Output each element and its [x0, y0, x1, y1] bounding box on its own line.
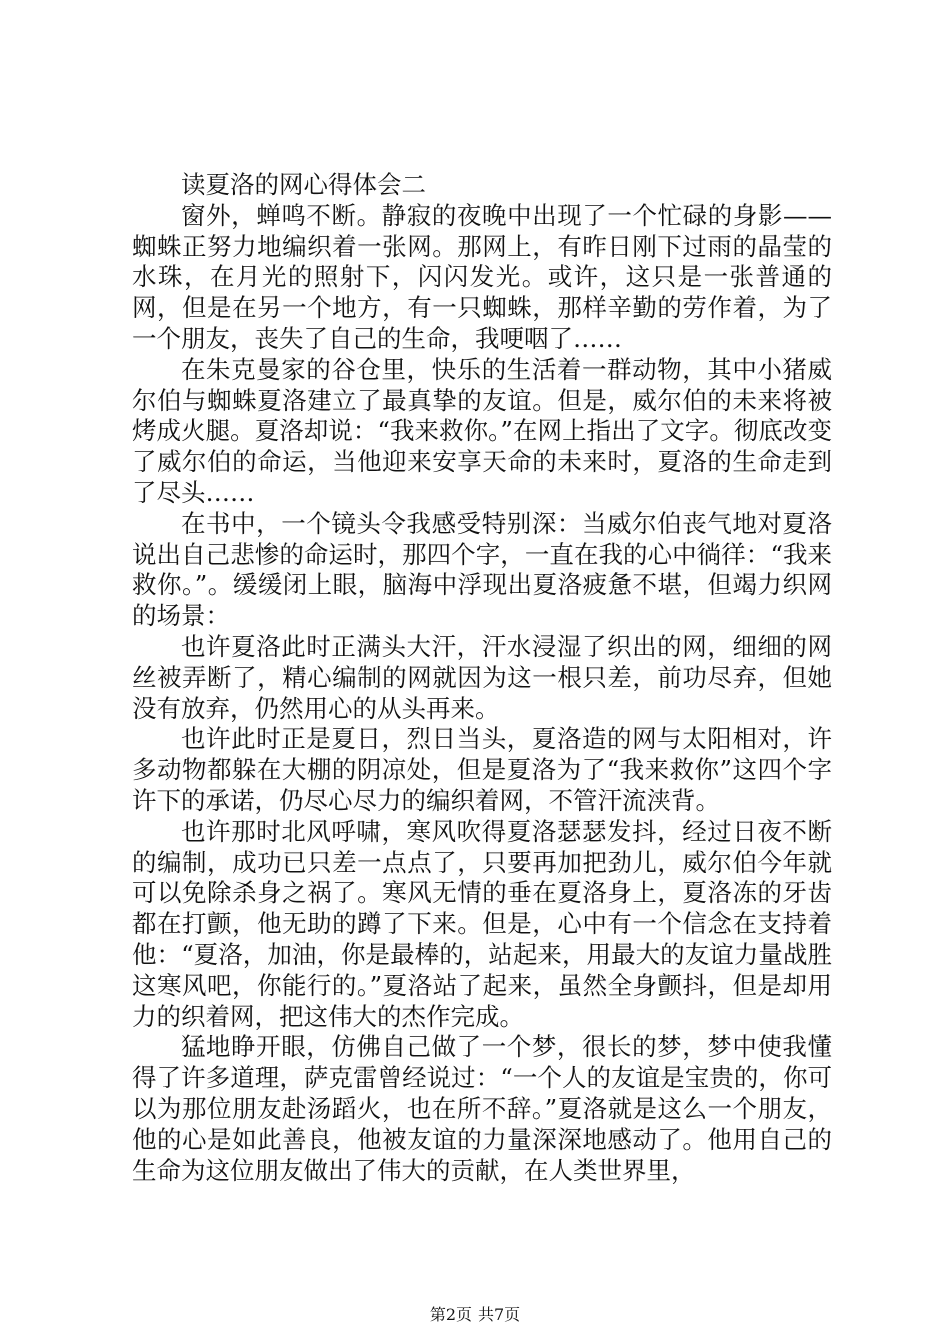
- page-total: 共7页: [478, 1305, 521, 1324]
- paragraph-1: 窗外，蝉鸣不断。静寂的夜晚中出现了一个忙碌的身影——蜘蛛正努力地编织着一张网。那网上，有昨日刚下过雨的晶莹的水珠，在月光的照射下，闪闪发光。或许，这只是一张普通的网，但是在另一个地方，有一只蜘蛛，那样辛勤的劳作着，为了一个朋友，丧失了自己的生命，我哽咽了……: [132, 200, 832, 353]
- paragraph-5: 也许此时正是夏日，烈日当头，夏洛造的网与太阳相对，许多动物都躲在大棚的阴凉处，但是夏洛为了“我来救你”这四个字许下的承诺，仍尽心尽力的编织着网，不管汗流浃背。: [132, 724, 832, 815]
- paragraph-7: 猛地睁开眼，仿佛自己做了一个梦，很长的梦，梦中使我懂得了许多道理，萨克雷曾经说过：“一个人的友谊是宝贵的，你可以为那位朋友赴汤蹈火，也在所不辞。”夏洛就是这么一个朋友，他的心是如此善良，他被友谊的力量深深地感动了。他用自己的生命为这位朋友做出了伟大的贡献，在人类世界里，: [132, 1032, 832, 1185]
- page-footer: [0, 1302, 950, 1325]
- document-body: [132, 170, 832, 1186]
- page-number: 第2页: [429, 1305, 472, 1324]
- document-title: 读夏洛的网心得体会二: [181, 170, 426, 199]
- paragraph-3: 在书中，一个镜头令我感受特别深：当威尔伯丧气地对夏洛说出自己悲惨的命运时，那四个字，一直在我的心中徜徉：“我来救你。”。缓缓闭上眼，脑海中浮现出夏洛疲惫不堪，但竭力织网的场景：: [132, 508, 832, 631]
- paragraph-4: 也许夏洛此时正满头大汗，汗水浸湿了织出的网，细细的网丝被弄断了，精心编制的网就因为这一根只差，前功尽弃，但她没有放弃，仍然用心的从头再来。: [132, 631, 832, 723]
- paragraph-2: 在朱克曼家的谷仓里，快乐的生活着一群动物，其中小猪威尔伯与蜘蛛夏洛建立了最真挚的友谊。但是，威尔伯的未来将被烤成火腿。夏洛却说：“我来救你。”在网上指出了文字。彻底改变了威尔伯的命运，当他迎来安享天命的未来时，夏洛的生命走到了尽头……: [132, 354, 832, 507]
- paragraph-6: 也许那时北风呼啸，寒风吹得夏洛瑟瑟发抖，经过日夜不断的编制，成功已只差一点点了，只要再加把劲儿，威尔伯今年就可以免除杀身之祸了。寒风无情的垂在夏洛身上，夏洛冻的牙齿都在打颤，他无助的蹲了下来。但是，心中有一个信念在支持着他：“夏洛，加油，你是最棒的，站起来，用最大的友谊力量战胜这寒风吧，你能行的。”夏洛站了起来，虽然全身颤抖，但是却用力的织着网，把这伟大的杰作完成。: [132, 816, 832, 1031]
